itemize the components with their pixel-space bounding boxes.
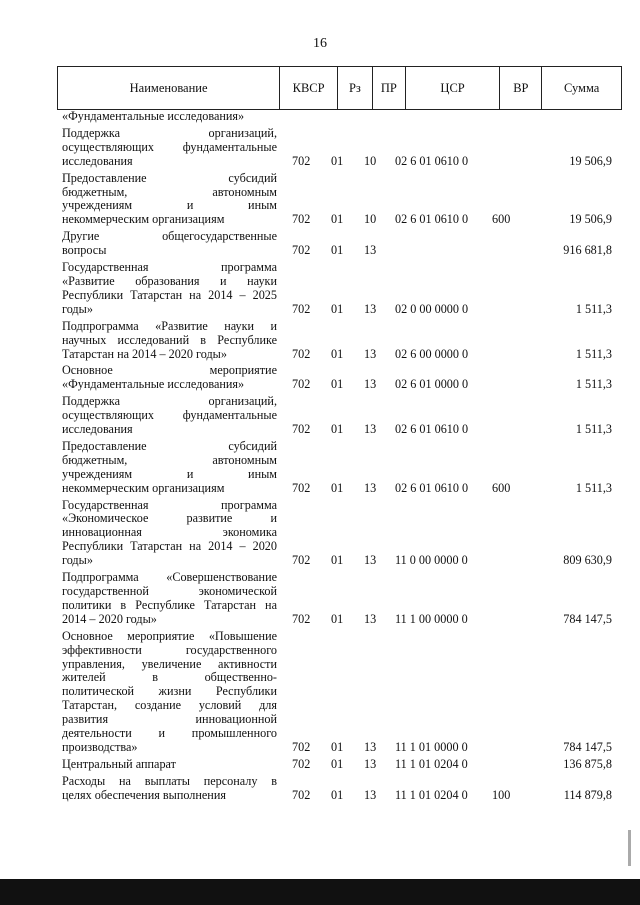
cell-sum: 784 147,5 (563, 611, 612, 626)
cell-rz: 01 (331, 346, 344, 361)
cell-csr: 02 6 01 0610 0 (395, 153, 469, 168)
cell-rz: 01 (331, 153, 344, 168)
row-name (57, 571, 277, 627)
cell-sum: 19 506,9 (569, 212, 612, 227)
table-row (57, 230, 622, 258)
row-name-line: Предоставление субсидий (62, 170, 277, 185)
row-name-line: научных исследований в Республике (62, 332, 277, 347)
table-row (57, 261, 622, 317)
cell-sum: 1 511,3 (575, 377, 612, 392)
cell-pr: 10 (364, 212, 377, 227)
row-name-line: «Экономическое развитие и (62, 511, 277, 526)
cell-rz: 01 (331, 377, 344, 392)
cell-kvsr: 702 (292, 739, 311, 754)
cell-csr: 02 0 00 0000 0 (395, 301, 469, 316)
row-name-line: некоммерческим организациям (62, 480, 225, 495)
cell-csr: 02 6 01 0610 0 (395, 212, 469, 227)
cell-rz: 01 (331, 480, 344, 495)
header-rz: Рз (338, 67, 373, 109)
row-name (57, 261, 277, 317)
table-header (57, 66, 622, 110)
table-row (57, 110, 622, 124)
cell-rz: 01 (331, 243, 344, 258)
row-name-line: учреждениям и иным (62, 466, 277, 481)
cell-vr: 600 (492, 480, 511, 495)
row-name-line: государственной экономической (62, 584, 277, 598)
cell-pr: 13 (364, 301, 377, 316)
cell-pr: 13 (364, 243, 377, 258)
row-name-line: Расходы на выплаты персоналу в (62, 773, 277, 788)
row-name-line: годы» (62, 301, 93, 316)
table-row (57, 395, 622, 437)
cell-csr: 11 1 01 0204 0 (395, 787, 468, 802)
cell-pr: 13 (364, 377, 377, 392)
row-name (57, 364, 277, 392)
header-csr: ЦСР (406, 67, 501, 109)
row-name-line: производства» (62, 739, 138, 754)
row-name-line: Татарстан, создание условий для (62, 698, 277, 713)
cell-csr: 11 1 00 0000 0 (395, 611, 468, 626)
cell-sum: 1 511,3 (575, 422, 612, 437)
header-vr: ВР (500, 67, 542, 109)
cell-vr: 600 (492, 212, 511, 227)
cell-csr: 02 6 01 0610 0 (395, 480, 469, 495)
cell-pr: 13 (364, 422, 377, 437)
row-name-line: исследования (62, 153, 133, 168)
row-name-line: Государственная программа (62, 497, 277, 512)
cell-kvsr: 702 (292, 756, 311, 771)
row-name-line: учреждениям и иным (62, 198, 277, 213)
cell-csr: 11 1 01 0204 0 (395, 756, 468, 771)
cell-kvsr: 702 (292, 346, 311, 361)
row-name (57, 499, 277, 569)
row-name (57, 230, 277, 258)
cell-csr: 11 1 01 0000 0 (395, 739, 468, 754)
row-name-line: Государственная программа (62, 260, 277, 275)
table-row (57, 127, 622, 169)
row-name-line: Подпрограмма «Развитие науки и (62, 318, 277, 333)
cell-sum: 1 511,3 (575, 301, 612, 316)
row-name-line: Республики Татарстан на 2014 – 2025 (62, 287, 277, 302)
cell-sum: 19 506,9 (569, 153, 612, 168)
cell-vr: 100 (492, 787, 511, 802)
cell-kvsr: 702 (292, 553, 311, 568)
cell-sum: 809 630,9 (563, 553, 612, 568)
cell-pr: 13 (364, 756, 377, 771)
cell-pr: 10 (364, 153, 377, 168)
table-row (57, 499, 622, 569)
cell-sum: 784 147,5 (563, 739, 612, 754)
row-name-line: Предоставление субсидий (62, 438, 277, 453)
cell-rz: 01 (331, 301, 344, 316)
cell-csr: 11 0 00 0000 0 (395, 553, 468, 568)
cell-pr: 13 (364, 480, 377, 495)
row-name-line: осуществляющих фундаментальные (62, 408, 277, 423)
cell-pr: 13 (364, 787, 377, 802)
row-name-line: некоммерческим организациям (62, 212, 225, 227)
cell-csr: 02 6 00 0000 0 (395, 346, 469, 361)
scan-artifact (628, 830, 631, 866)
cell-rz: 01 (331, 756, 344, 771)
row-name (57, 320, 277, 362)
cell-sum: 1 511,3 (575, 346, 612, 361)
cell-kvsr: 702 (292, 611, 311, 626)
row-name (57, 172, 277, 228)
row-name-line: бюджетным, автономным (62, 452, 277, 467)
row-name-line: инновационная экономика (62, 525, 277, 540)
cell-sum: 136 875,8 (563, 756, 612, 771)
cell-rz: 01 (331, 787, 344, 802)
cell-csr: 02 6 01 0000 0 (395, 377, 469, 392)
row-name-line: Поддержка организаций, (62, 394, 277, 409)
row-name-line: Поддержка организаций, (62, 125, 277, 140)
row-name (57, 758, 277, 772)
cell-sum: 916 681,8 (563, 243, 612, 258)
row-name (57, 630, 277, 755)
cell-kvsr: 702 (292, 377, 311, 392)
cell-kvsr: 702 (292, 480, 311, 495)
row-name-line: Республики Татарстан на 2014 – 2020 (62, 539, 277, 554)
row-name-line: целях обеспечения выполнения (62, 787, 226, 802)
row-name-line: жителей в общественно- (62, 670, 277, 685)
table-row (57, 630, 622, 755)
row-name-line: Основное мероприятие «Повышение (62, 628, 277, 643)
row-name-line: «Развитие образования и науки (62, 273, 277, 288)
row-name-line: вопросы (62, 243, 107, 258)
table-row (57, 364, 622, 392)
cell-sum: 1 511,3 (575, 480, 612, 495)
row-name-line: Татарстан на 2014 – 2020 годы» (62, 346, 227, 361)
cell-pr: 13 (364, 553, 377, 568)
page-number: 16 (313, 36, 327, 51)
row-name-line: политики в Республике Татарстан на (62, 597, 277, 612)
cell-kvsr: 702 (292, 212, 311, 227)
scan-bottom-edge (0, 879, 640, 905)
row-name-line: деятельности и промышленного (62, 726, 277, 741)
cell-kvsr: 702 (292, 422, 311, 437)
cell-rz: 01 (331, 553, 344, 568)
row-name (57, 440, 277, 496)
cell-rz: 01 (331, 422, 344, 437)
row-name-line: Подпрограмма «Совершенствование (62, 570, 277, 585)
cell-kvsr: 702 (292, 243, 311, 258)
row-name (57, 127, 277, 169)
row-name-line: исследования (62, 422, 133, 437)
cell-rz: 01 (331, 739, 344, 754)
row-name-line: управления, увеличение активности (62, 656, 277, 671)
row-name-line: Другие общегосударственные (62, 229, 277, 244)
row-name (57, 110, 277, 124)
cell-pr: 13 (364, 611, 377, 626)
cell-rz: 01 (331, 212, 344, 227)
header-sum: Сумма (563, 80, 600, 95)
row-name (57, 395, 277, 437)
row-name-line: развития инновационной (62, 712, 277, 727)
row-name-line: 2014 – 2020 годы» (62, 611, 157, 626)
table-row (57, 758, 622, 772)
table-row (57, 320, 622, 362)
cell-kvsr: 702 (292, 301, 311, 316)
header-pr: ПР (373, 67, 406, 109)
row-name (57, 775, 277, 803)
cell-kvsr: 702 (292, 153, 311, 168)
row-name-line: Центральный аппарат (62, 756, 176, 771)
table-row (57, 172, 622, 228)
row-name-line: «Фундаментальные исследования» (62, 377, 245, 392)
table-body (57, 110, 622, 803)
row-name-line: политической жизни Республики (62, 684, 277, 699)
row-name-line: годы» (62, 553, 93, 568)
cell-kvsr: 702 (292, 787, 311, 802)
row-name-line: осуществляющих фундаментальные (62, 139, 277, 154)
table-row (57, 775, 622, 803)
row-name-line: Основное мероприятие (62, 363, 277, 378)
header-name: Наименование (58, 67, 280, 109)
cell-csr: 02 6 01 0610 0 (395, 422, 469, 437)
cell-sum: 114 879,8 (563, 787, 612, 802)
row-name-line: бюджетным, автономным (62, 184, 277, 199)
cell-pr: 13 (364, 739, 377, 754)
row-name-line: эффективности государственного (62, 642, 277, 657)
table-row (57, 571, 622, 627)
cell-pr: 13 (364, 346, 377, 361)
table-row (57, 440, 622, 496)
row-name-line: «Фундаментальные исследования» (62, 109, 245, 123)
cell-rz: 01 (331, 611, 344, 626)
header-kvsr: КВСР (280, 67, 338, 109)
